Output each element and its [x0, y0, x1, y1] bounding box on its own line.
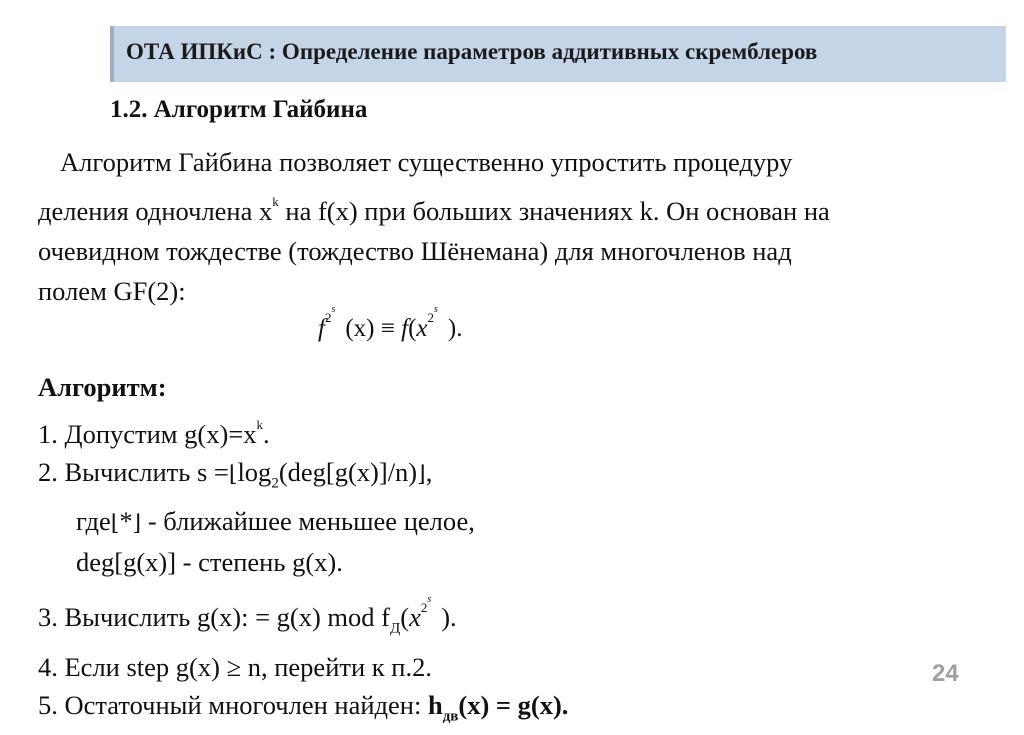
formula-rhs-f: f — [401, 315, 409, 342]
header-bar — [110, 26, 1006, 82]
algorithm-heading: Алгоритм: — [38, 372, 167, 402]
step3-text: 3. Вычислить g(x): = g(x) mod f — [38, 602, 390, 633]
algorithm-step-1 — [38, 406, 998, 453]
schoenemann-identity-formula — [318, 304, 463, 343]
formula-rhs-x: x — [416, 315, 428, 342]
formula-rhs-exponent — [427, 304, 438, 325]
step1-exponent: k — [256, 417, 264, 432]
section-title: 1.2. Алгоритм Гайбина — [110, 96, 368, 123]
formula-rhs-exp-sup: s — [434, 304, 438, 315]
step3-open: ( — [400, 602, 410, 633]
step3-exponent — [420, 594, 432, 616]
algorithm-step-4: 4. Если step g(x) ≥ n, перейти к п.2. — [38, 651, 432, 682]
step3-exp-base: 2 — [420, 600, 428, 616]
algorithm-step-5 — [38, 686, 998, 735]
algorithm-block — [38, 368, 998, 735]
paragraph-line-4: полем GF(2): — [38, 276, 186, 306]
formula-lhs-exp-base: 2 — [324, 310, 332, 325]
floor-left-bracket: ⌊ — [228, 462, 238, 487]
paragraph-line-2-start: деления одночлена x — [38, 196, 273, 226]
step5-h-subscript: дв — [442, 707, 459, 724]
step5-h: h — [427, 689, 443, 720]
paragraph-line-1: Алгоритм Гайбина позволяет существенно упростить процедуру — [60, 147, 793, 177]
algorithm-step-2 — [38, 453, 998, 502]
where-floor-left: ⌊ — [110, 511, 120, 537]
step3-exp-sup: s — [427, 594, 432, 606]
step2-text: 2. Вычислить s = — [38, 457, 229, 487]
header-title: ОТА ИПКиС : Определение параметров аддитивных скремблеров — [126, 39, 818, 64]
step3-x: x — [409, 602, 421, 633]
exponent-k: k — [272, 194, 279, 209]
formula-lhs-arg: (x) — [345, 315, 375, 342]
formula-rhs-open: ( — [408, 315, 417, 342]
where-description: - ближайшее меньшее целое, — [141, 506, 475, 537]
paragraph-line-3: очевидном тождестве (тождество Шёнемана) для многочленов над — [38, 236, 792, 266]
step2-arg: (deg[g(x)]/n) — [278, 457, 418, 487]
step3-subscript: Д — [390, 620, 401, 637]
algorithm-step-3 — [38, 581, 998, 647]
where-text: где — [76, 506, 111, 537]
algorithm-step-2-degree: deg[g(x)] - степень g(x). — [76, 547, 343, 578]
formula-rhs-exp-base: 2 — [427, 310, 435, 325]
step2-comma: , — [425, 457, 433, 487]
paragraph-line-2-end: на f(x) при больших значениях k. Он основан на — [278, 196, 830, 226]
formula-lhs-f: f — [318, 315, 325, 342]
step2-log: log — [237, 457, 272, 487]
floor-right-bracket: ⌋ — [417, 462, 426, 487]
page-number: 24 — [932, 660, 959, 687]
paragraph-line-2 — [38, 182, 998, 231]
formula-lhs-exponent — [324, 304, 336, 325]
where-star: * — [119, 506, 133, 537]
step2-log-base: 2 — [271, 475, 279, 492]
algorithm-step-2-where — [38, 502, 998, 543]
formula-rhs-close: ). — [447, 315, 463, 342]
step5-result: (x) = g(x). — [458, 689, 569, 720]
step5-text: 5. Остаточный многочлен найден: — [38, 689, 428, 720]
step3-close: ). — [441, 602, 457, 633]
step1-end: . — [263, 419, 270, 449]
formula-lhs-exp-sup: s — [331, 304, 336, 315]
step1-text: 1. Допустим g(x)=x — [38, 419, 257, 449]
where-floor-right: ⌋ — [132, 511, 142, 537]
intro-paragraph — [38, 142, 998, 311]
formula-equiv-sign: ≡ — [380, 315, 395, 342]
